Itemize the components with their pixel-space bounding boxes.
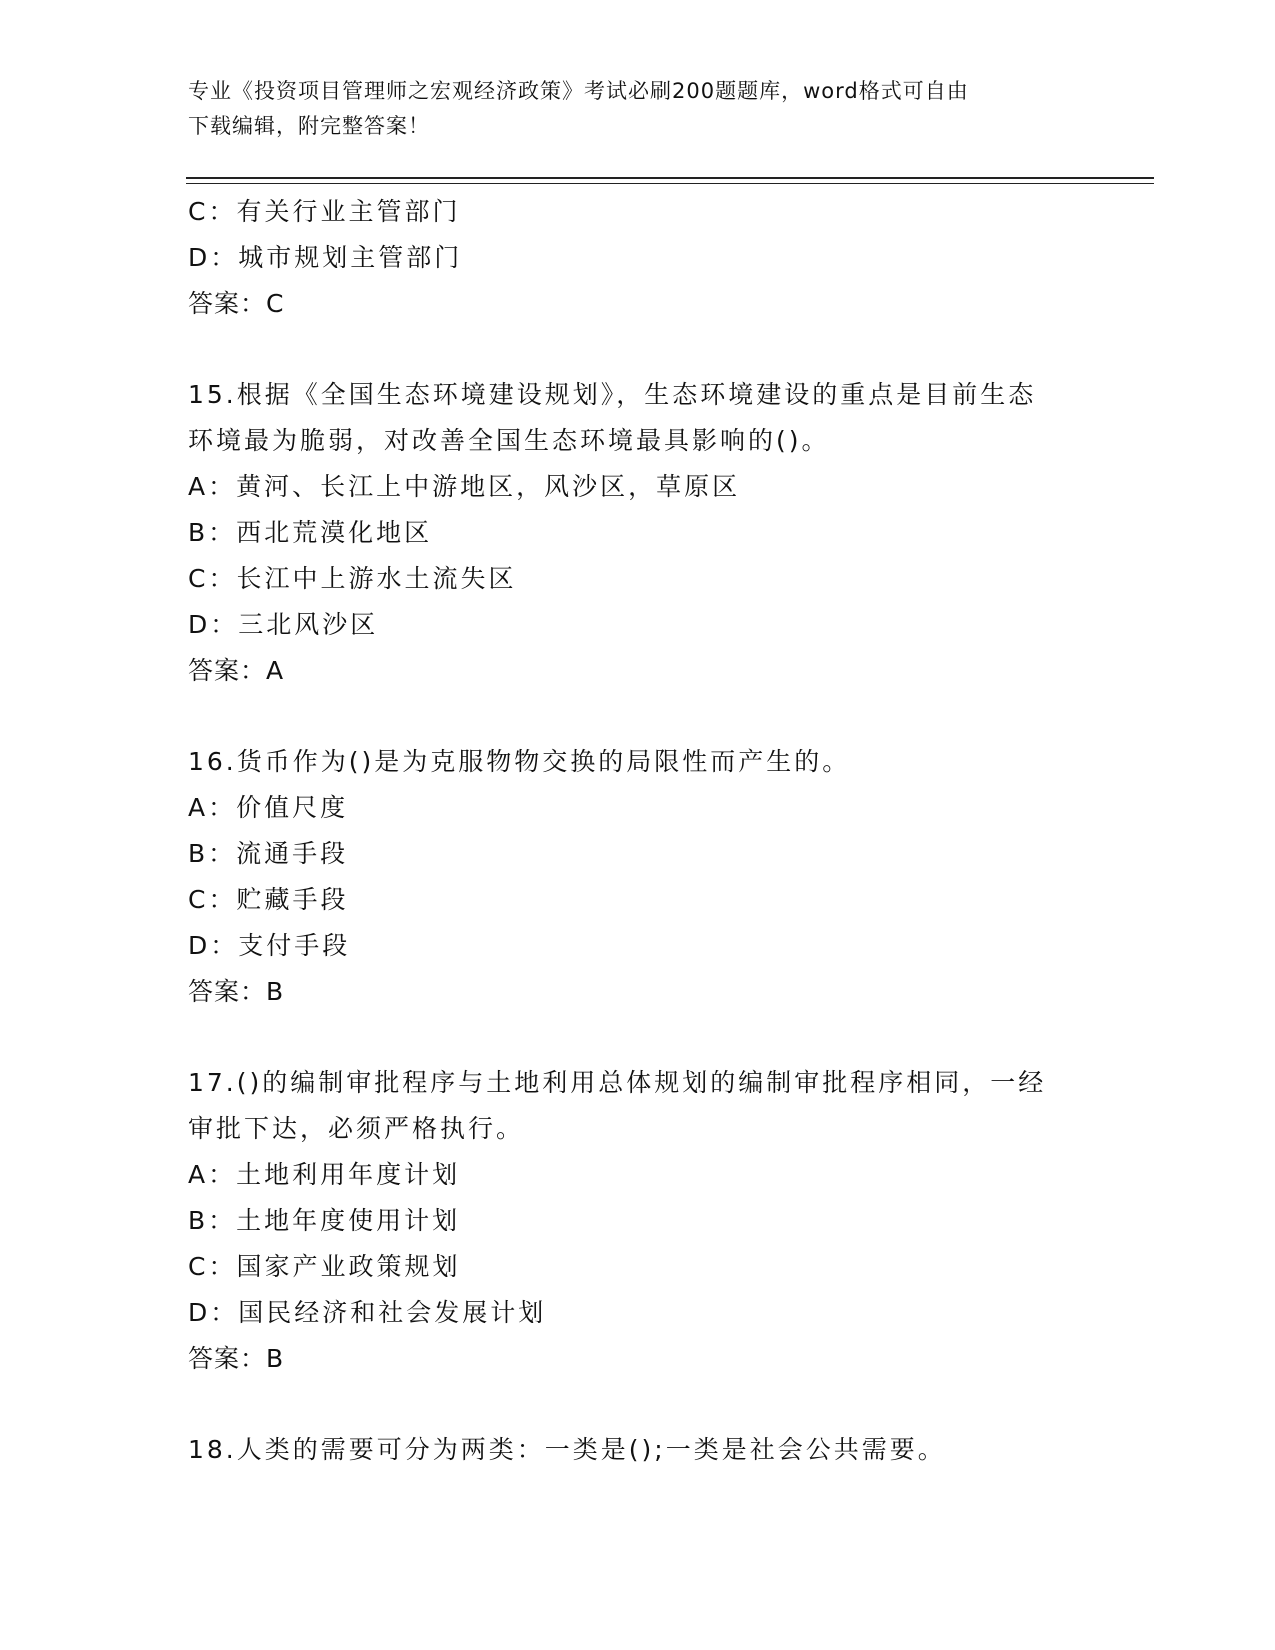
option-c: C：国家产业政策规划: [188, 1252, 461, 1281]
question-15: [188, 372, 1088, 694]
document-header: [188, 74, 1068, 144]
option-c: C：长江中上游水土流失区: [188, 564, 517, 593]
option-b: B：西北荒漠化地区: [188, 518, 433, 547]
option-b: B：土地年度使用计划: [188, 1206, 461, 1235]
option-b: B：流通手段: [188, 839, 349, 868]
option-a: A：黄河、长江上中游地区，风沙区，草原区: [188, 472, 741, 501]
question-18: [188, 1427, 1088, 1473]
option-a: A：土地利用年度计划: [188, 1160, 461, 1189]
spacer: [188, 1015, 1088, 1060]
question-stem-continued: 审批下达，必须严格执行。: [188, 1114, 525, 1143]
option-c: C：有关行业主管部门: [188, 197, 461, 226]
answer-line: 答案：B: [188, 1344, 285, 1373]
spacer: [188, 694, 1088, 739]
header-divider-thick: [186, 177, 1154, 179]
header-title-line-2: 下载编辑，附完整答案！: [188, 114, 430, 138]
option-a: A：价值尺度: [188, 793, 349, 822]
spacer: [188, 1382, 1088, 1427]
question-16: [188, 739, 1088, 1015]
question-list: [188, 189, 1088, 1473]
answer-line: 答案：C: [188, 289, 285, 318]
question-14: [188, 189, 1088, 327]
question-stem: 17.()的编制审批程序与土地利用总体规划的编制审批程序相同，一经: [188, 1068, 1047, 1097]
option-d: D：国民经济和社会发展计划: [188, 1298, 547, 1327]
answer-line: 答案：A: [188, 656, 285, 685]
option-d: D：城市规划主管部门: [188, 243, 463, 272]
spacer: [188, 327, 1088, 372]
header-title-line-1: 专业《投资项目管理师之宏观经济政策》考试必刷200题题库，word格式可自由: [188, 79, 969, 103]
option-d: D：支付手段: [188, 931, 351, 960]
question-17: [188, 1060, 1088, 1382]
question-stem: 15.根据《全国生态环境建设规划》，生态环境建设的重点是目前生态: [188, 380, 1037, 409]
option-c: C：贮藏手段: [188, 885, 349, 914]
answer-line: 答案：B: [188, 977, 285, 1006]
question-stem: 16.货币作为()是为克服物物交换的局限性而产生的。: [188, 747, 851, 776]
question-stem-continued: 环境最为脆弱，对改善全国生态环境最具影响的()。: [188, 426, 830, 455]
question-stem: 18.人类的需要可分为两类：一类是();一类是社会公共需要。: [188, 1435, 946, 1464]
header-divider-thin: [186, 183, 1154, 184]
option-d: D：三北风沙区: [188, 610, 379, 639]
